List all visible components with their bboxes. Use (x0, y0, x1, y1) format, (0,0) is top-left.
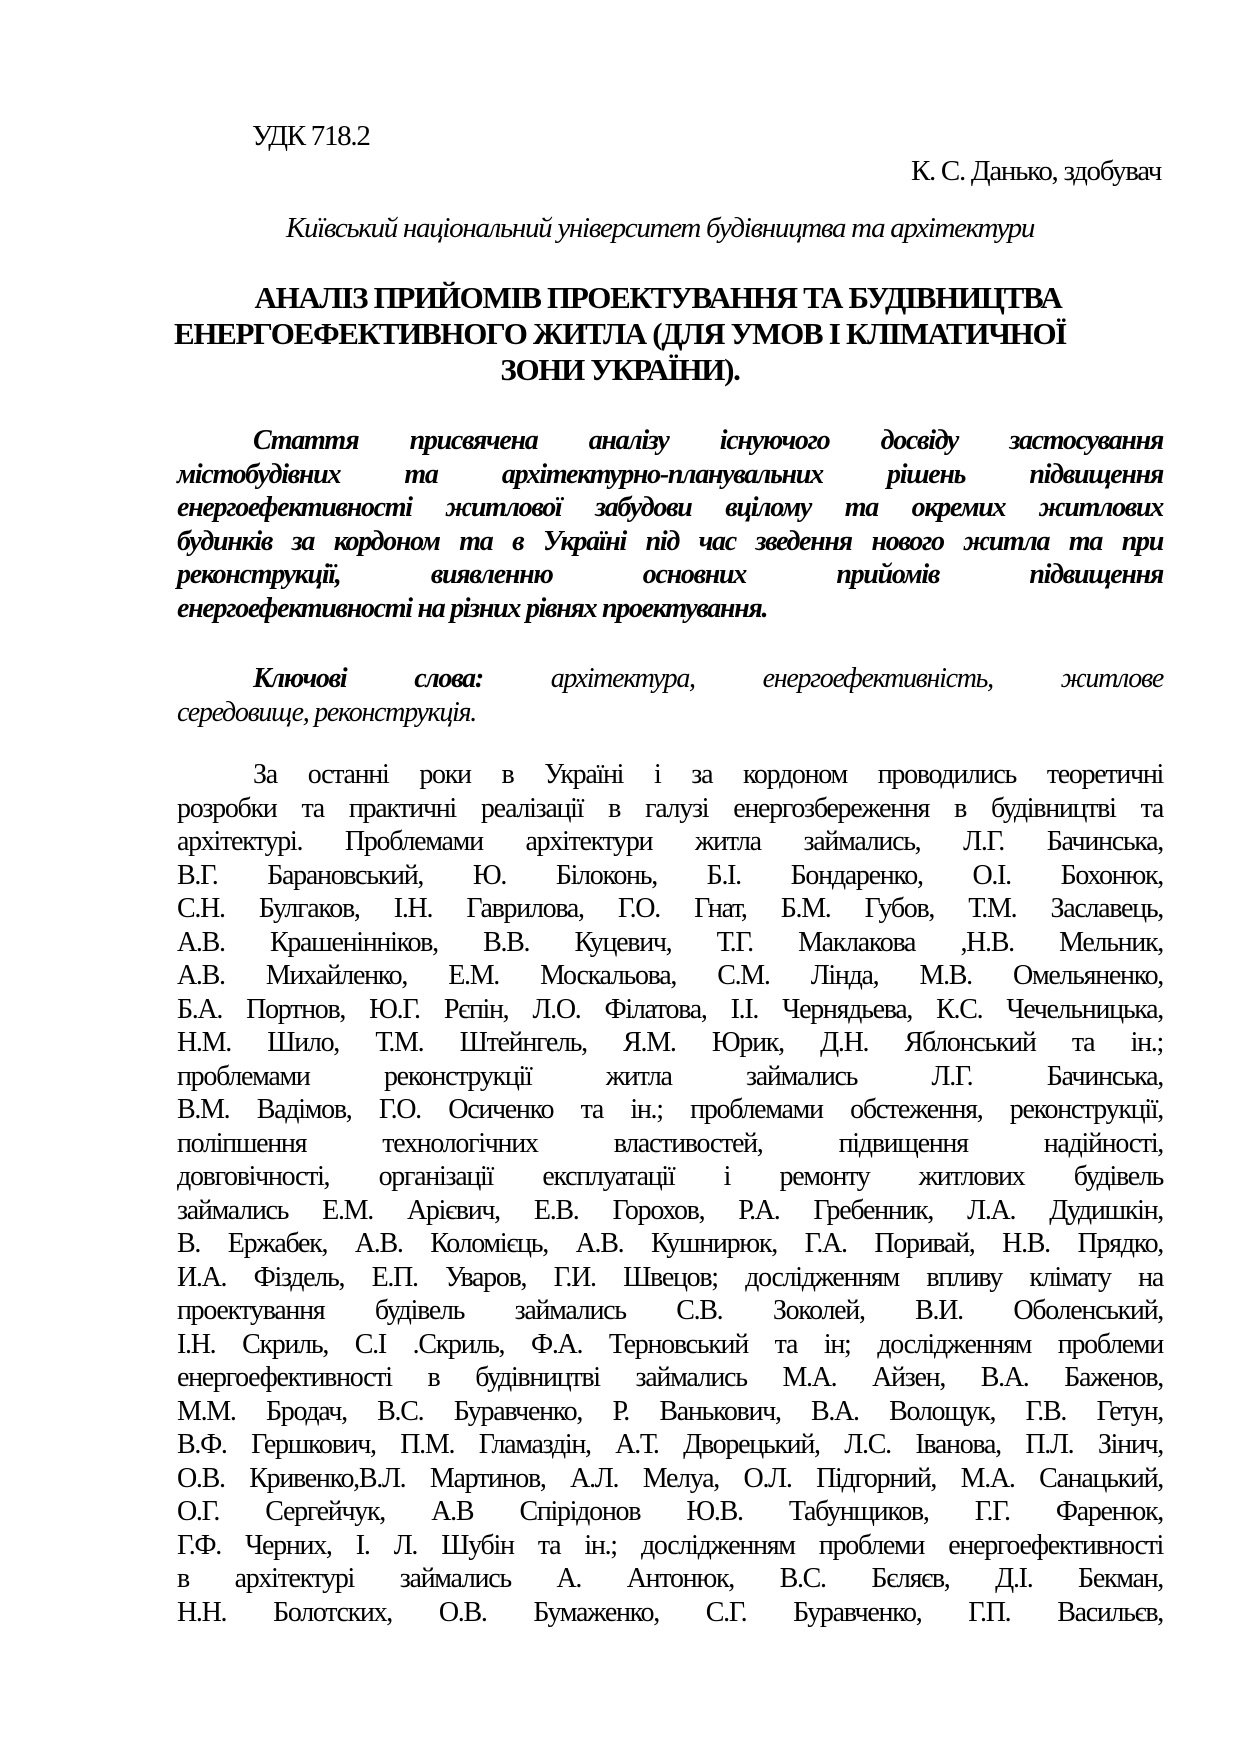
abstract (177, 424, 1163, 625)
body-line: проектування будівель займались С.В. Зоколей, В.И. Оболенський, (177, 1295, 1163, 1326)
body-line: Н.Н. Болотских, О.В. Бумаженко, С.Г. Буравченко, Г.П. Васильєв, (177, 1596, 1163, 1628)
body-line: проблемами реконструкції житла займались Л.Г. Бачинська, (177, 1060, 1163, 1092)
body-line: О.В. Кривенко,В.Л. Мартинов, А.Л. Мелуа, О.Л. Підгорний, М.А. Санацький, (177, 1462, 1163, 1494)
keywords (177, 662, 1163, 729)
abstract-line: енергоефективності житлової забудови вцілому та окремих житлових (177, 492, 1163, 523)
body-line: В.Ф. Гершкович, П.М. Гламаздін, А.Т. Дворецький, Л.С. Іванова, П.Л. Зінич, (177, 1429, 1163, 1460)
abstract-line: будинків за кордоном та в Україні під час зведення нового житла та при (177, 525, 1163, 557)
body-line: И.А. Фіздель, Е.П. Уваров, Г.И. Швецов; дослідженням впливу клімату на (177, 1261, 1163, 1293)
body-line: Н.М. Шило, Т.М. Штейнгель, Я.М. Юрик, Д.Н. Яблонський та ін.; (177, 1027, 1163, 1058)
body-line: в архітектурі займались А. Антонюк, В.С. Бєляєв, Д.І. Бекман, (177, 1563, 1163, 1594)
abstract-line: містобудівних та архітектурно-планувальних рішень підвищення (177, 458, 1163, 490)
body-line: О.Г. Сергейчук, А.В Спірідонов Ю.В. Табунщиков, Г.Г. Фаренюк, (177, 1496, 1163, 1527)
body-line: М.М. Бродач, В.С. Буравченко, Р. Ванькович, В.А. Волощук, Г.В. Гетун, (177, 1395, 1163, 1427)
body-line: енергоефективності в будівництві займались М.А. Айзен, В.А. Баженов, (177, 1362, 1163, 1393)
body-line: Г.Ф. Черних, І. Л. Шубін та ін.; дослідженням проблеми енергоефективності (177, 1529, 1163, 1561)
body-line: В.М. Вадімов, Г.О. Осиченко та ін.; проблемами обстеження, реконструкції, (177, 1094, 1163, 1125)
keywords-text: архітектура, енергоефективність, житлове (550, 663, 1163, 694)
body-paragraph (177, 758, 1163, 1629)
abstract-line: реконструкції, виявленню основних прийомів підвищення (177, 559, 1163, 590)
keywords-line-2: середовище, реконструкція. (177, 696, 476, 728)
body-line: Б.А. Портнов, Ю.Г. Рєпін, Л.О. Філатова, І.І. Чернядьева, К.С. Чечельницька, (177, 993, 1163, 1025)
body-line: В.Г. Барановський, Ю. Білоконь, Б.І. Бондаренко, О.І. Бохонюк, (177, 859, 1163, 891)
body-line: поліпшення технологічних властивостей, підвищення надійності, (177, 1127, 1163, 1159)
body-line: А.В. Крашенінніков, В.В. Куцевич, Т.Г. Маклакова ,Н.В. Мельник, (177, 926, 1163, 958)
title-line-1: АНАЛІЗ ПРИЙОМІВ ПРОЕКТУВАННЯ ТА БУДІВНИЦТВА (254, 280, 1062, 315)
body-line: довговічності, організації експлуатації і ремонту житлових будівель (177, 1161, 1163, 1192)
body-line: І.Н. Скриль, С.І .Скриль, Ф.А. Терновський та ін; дослідженням проблеми (177, 1328, 1163, 1360)
body-line: В. Ержабек, А.В. Коломієць, А.В. Кушнирюк, Г.А. Поривай, Н.В. Прядко, (177, 1228, 1163, 1259)
title-line-2: ЕНЕРГОЕФЕКТИВНОГО ЖИТЛА (ДЛЯ УМОВ І КЛІМАТИЧНОЇ (173, 316, 1067, 351)
author-line: К. С. Данько, здобувач (910, 155, 1161, 187)
body-line: За останні роки в Україні і за кордоном проводились теоретичні (253, 759, 1163, 790)
body-line: розробки та практичні реалізації в галузі енергозбереження в будівництві та (177, 792, 1163, 824)
keywords-line-1 (177, 662, 1163, 696)
abstract-line: Стаття присвячена аналізу існуючого досвіду застосування (253, 425, 1163, 456)
affiliation: Київський національний університет будівництва та архітектури (286, 212, 1035, 244)
body-line: А.В. Михайленко, Е.М. Москальова, С.М. Лінда, М.В. Омельяненко, (177, 960, 1163, 991)
keywords-label: Ключові слова: (253, 663, 483, 694)
udk-code: УДК 718.2 (252, 120, 370, 152)
body-line: С.Н. Булгаков, І.Н. Гаврилова, Г.О. Гнат, Б.М. Губов, Т.М. Заславець, (177, 893, 1163, 924)
body-line: займались Е.М. Арієвич, Е.В. Горохов, Р.А. Гребенник, Л.А. Дудишкін, (177, 1194, 1163, 1226)
abstract-line: енергоефективності на різних рівнях проектування. (177, 592, 768, 624)
body-line: архітектурі. Проблемами архітектури житла займались, Л.Г. Бачинська, (177, 826, 1163, 857)
title-line-3: ЗОНИ УКРАЇНИ). (500, 352, 740, 387)
